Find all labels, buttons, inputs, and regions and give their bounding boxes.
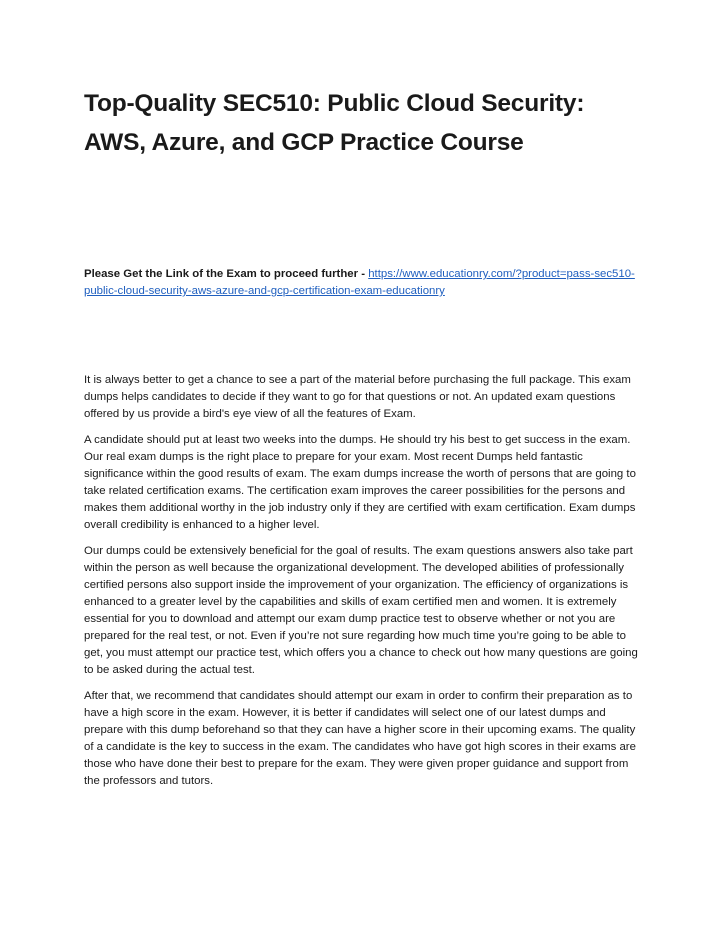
document-title: Top-Quality SEC510: Public Cloud Security: AWS, Azure, and GCP Practice Course xyxy=(84,90,585,156)
exam-link[interactable]: https://www.educationry.com/?product=pass-sec510-public-cloud-security-aws-azure-and-gcp-certification-exam-educationry xyxy=(84,268,635,297)
document-page xyxy=(84,84,640,799)
exam-link-line xyxy=(84,266,640,300)
paragraph-2: A candidate should put at least two weeks into the dumps. He should try his best to get success in the exam. Our real exam dumps is the right place to prepare for your exam. Most recent Dumps held fantastic significance within the good results of exam. The exam dumps increase the worth of persons that are going to take related certification exams. The certification exam improves the career possibilities for the persons and makes them additional worthy in the job industry only if they are certified with exam certification. Exam dumps overall credibility is enhanced to a higher level. xyxy=(84,434,636,531)
paragraph-3: Our dumps could be extensively beneficial for the goal of results. The exam questions answers also take part within the person as well because the organizational development. The developed abilities of professionally certified persons also support inside the improvement of your organization. The efficiency of organizations is enhanced to a greater level by the capabilities and skills of exam certified men and women. It is extremely essential for you to download and attempt our exam dump practice test to observe whether or not you are prepared for the real test, or not. Even if you’re not sure regarding how much time you’re going to be able to get, you must attempt our practice test, which offers you a chance to check out how many questions are going to be asked during the actual test. xyxy=(84,545,638,676)
paragraph-1: It is always better to get a chance to see a part of the material before purchasing the full package. This exam dumps helps candidates to decide if they want to go for that questions or not. An updated exam questions offered by us provide a bird's eye view of all the features of Exam. xyxy=(84,374,631,420)
paragraph-4: After that, we recommend that candidates should attempt our exam in order to confirm their preparation as to have a high score in the exam. However, it is better if candidates will select one of our latest dumps and prepare with this dump beforehand so that they can have a higher score in their upcoming exams. The quality of a candidate is the key to success in the exam. The candidates who have got high scores in their exams are those who have done their best to prepare for the exam. They were given proper guidance and support from the professors and tutors. xyxy=(84,690,636,787)
link-prompt: Please Get the Link of the Exam to proceed further - xyxy=(84,268,369,280)
body-text xyxy=(84,372,640,790)
